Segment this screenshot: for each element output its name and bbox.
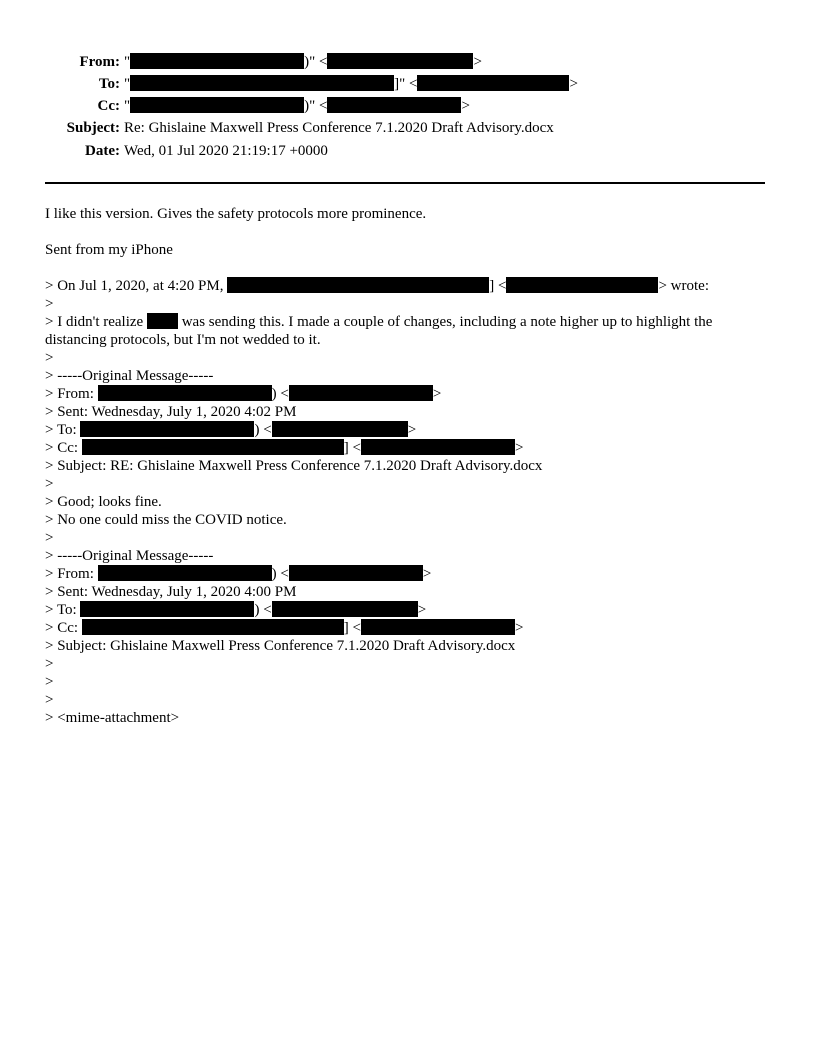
quote-text: ) < (271, 386, 289, 402)
quoted-subject: > Subject: RE: Ghislaine Maxwell Press Conference 7.1.2020 Draft Advisory.docx (45, 458, 543, 474)
original-message-marker: > -----Original Message----- (45, 548, 214, 564)
quote-text: ) < (254, 602, 272, 618)
subject-label: Subject: (66, 120, 120, 136)
redaction-block (98, 385, 272, 401)
quote-blank: > (45, 674, 54, 690)
quote-text: > I didn't realize (45, 314, 144, 330)
signature: Sent from my iPhone (45, 242, 173, 258)
redaction-block (327, 53, 473, 69)
redaction-block (82, 619, 344, 635)
message-text: I like this version. Gives the safety protocols more prominence. (45, 206, 427, 222)
separator: )" < (304, 54, 328, 70)
quote-blank: > (45, 476, 54, 492)
blank-line (45, 259, 767, 277)
quoted-from (45, 565, 767, 583)
redaction-block (327, 97, 461, 113)
date-label: Date: (85, 143, 120, 159)
quote-text: > To: (45, 422, 77, 438)
redaction-block (506, 277, 658, 293)
redaction-block (361, 619, 515, 635)
redaction-block (272, 421, 408, 437)
quoted-text: > Good; looks fine. (45, 494, 162, 510)
to-row (0, 74, 816, 94)
bracket: > (473, 54, 482, 70)
quote-mark: " (124, 54, 131, 70)
cc-row (0, 96, 816, 116)
quoted-to (45, 601, 767, 619)
redaction-block (417, 75, 569, 91)
blank-line (45, 223, 767, 241)
date-row (0, 141, 816, 161)
quote-text: > From: (45, 566, 94, 582)
redaction-block (98, 565, 272, 581)
quote-text: > (417, 602, 427, 618)
quote-text: ) < (254, 422, 272, 438)
subject-row (0, 118, 816, 138)
redaction-block (80, 601, 254, 617)
redaction-block (82, 439, 344, 455)
quote-text: ] < (343, 620, 362, 636)
quote-text: > (515, 620, 524, 636)
to-label: To: (98, 76, 120, 92)
redaction-block (147, 313, 178, 329)
quote-text: > To: (45, 602, 77, 618)
quote-intro (45, 277, 767, 295)
quote-blank: > (45, 350, 54, 366)
quote-text: > (515, 440, 524, 456)
email-body (45, 205, 767, 727)
separator: ]" < (394, 76, 418, 92)
subject-value: Re: Ghislaine Maxwell Press Conference 7.1.2020 Draft Advisory.docx (124, 120, 554, 136)
quote-text: ] < (489, 278, 507, 294)
redaction-block (80, 421, 254, 437)
mime-attachment: > <mime-attachment> (45, 710, 180, 726)
original-message-marker: > -----Original Message----- (45, 368, 214, 384)
quote-text: ) < (271, 566, 289, 582)
quote-blank: > (45, 296, 54, 312)
redaction-block (130, 97, 304, 113)
quoted-to (45, 421, 767, 439)
from-label: From: (79, 54, 120, 70)
quote-text: > From: (45, 386, 94, 402)
redaction-block (227, 277, 489, 293)
quote-text: > (432, 386, 442, 402)
quote-text: > Cc: (45, 620, 79, 636)
quote-paragraph (45, 313, 767, 349)
quote-blank: > (45, 656, 54, 672)
quote-mark: " (124, 76, 131, 92)
to-value (124, 74, 578, 94)
quoted-sent: > Sent: Wednesday, July 1, 2020 4:00 PM (45, 584, 297, 600)
quoted-from (45, 385, 767, 403)
quoted-sent: > Sent: Wednesday, July 1, 2020 4:02 PM (45, 404, 297, 420)
quote-text: was sending this. I made a couple of changes, including a note higher up to highlight the distancing protocols, but I'm not wedded to it. (45, 314, 713, 348)
redaction-block (130, 75, 394, 91)
bracket: > (569, 76, 578, 92)
redaction-block (361, 439, 515, 455)
quote-text: > On Jul 1, 2020, at 4:20 PM, (45, 278, 224, 294)
cc-label: Cc: (97, 98, 120, 114)
quoted-subject: > Subject: Ghislaine Maxwell Press Conference 7.1.2020 Draft Advisory.docx (45, 638, 516, 654)
date-value: Wed, 01 Jul 2020 21:19:17 +0000 (124, 143, 328, 159)
redaction-block (272, 601, 418, 617)
quoted-cc (45, 439, 767, 457)
quote-mark: " (124, 98, 131, 114)
quote-blank: > (45, 692, 54, 708)
quote-text: > (407, 422, 417, 438)
quote-text: > Cc: (45, 440, 79, 456)
quote-blank: > (45, 530, 54, 546)
quote-text: > wrote: (658, 278, 709, 294)
quote-text: > (422, 566, 432, 582)
redaction-block (289, 565, 423, 581)
bracket: > (461, 98, 470, 114)
quoted-text: > No one could miss the COVID notice. (45, 512, 287, 528)
redaction-block (289, 385, 433, 401)
quote-text: ] < (343, 440, 362, 456)
from-value (124, 52, 482, 72)
cc-value (124, 96, 470, 116)
redaction-block (130, 53, 304, 69)
separator: )" < (304, 98, 328, 114)
header-divider (45, 182, 765, 184)
quoted-cc (45, 619, 767, 637)
from-row (0, 52, 816, 72)
